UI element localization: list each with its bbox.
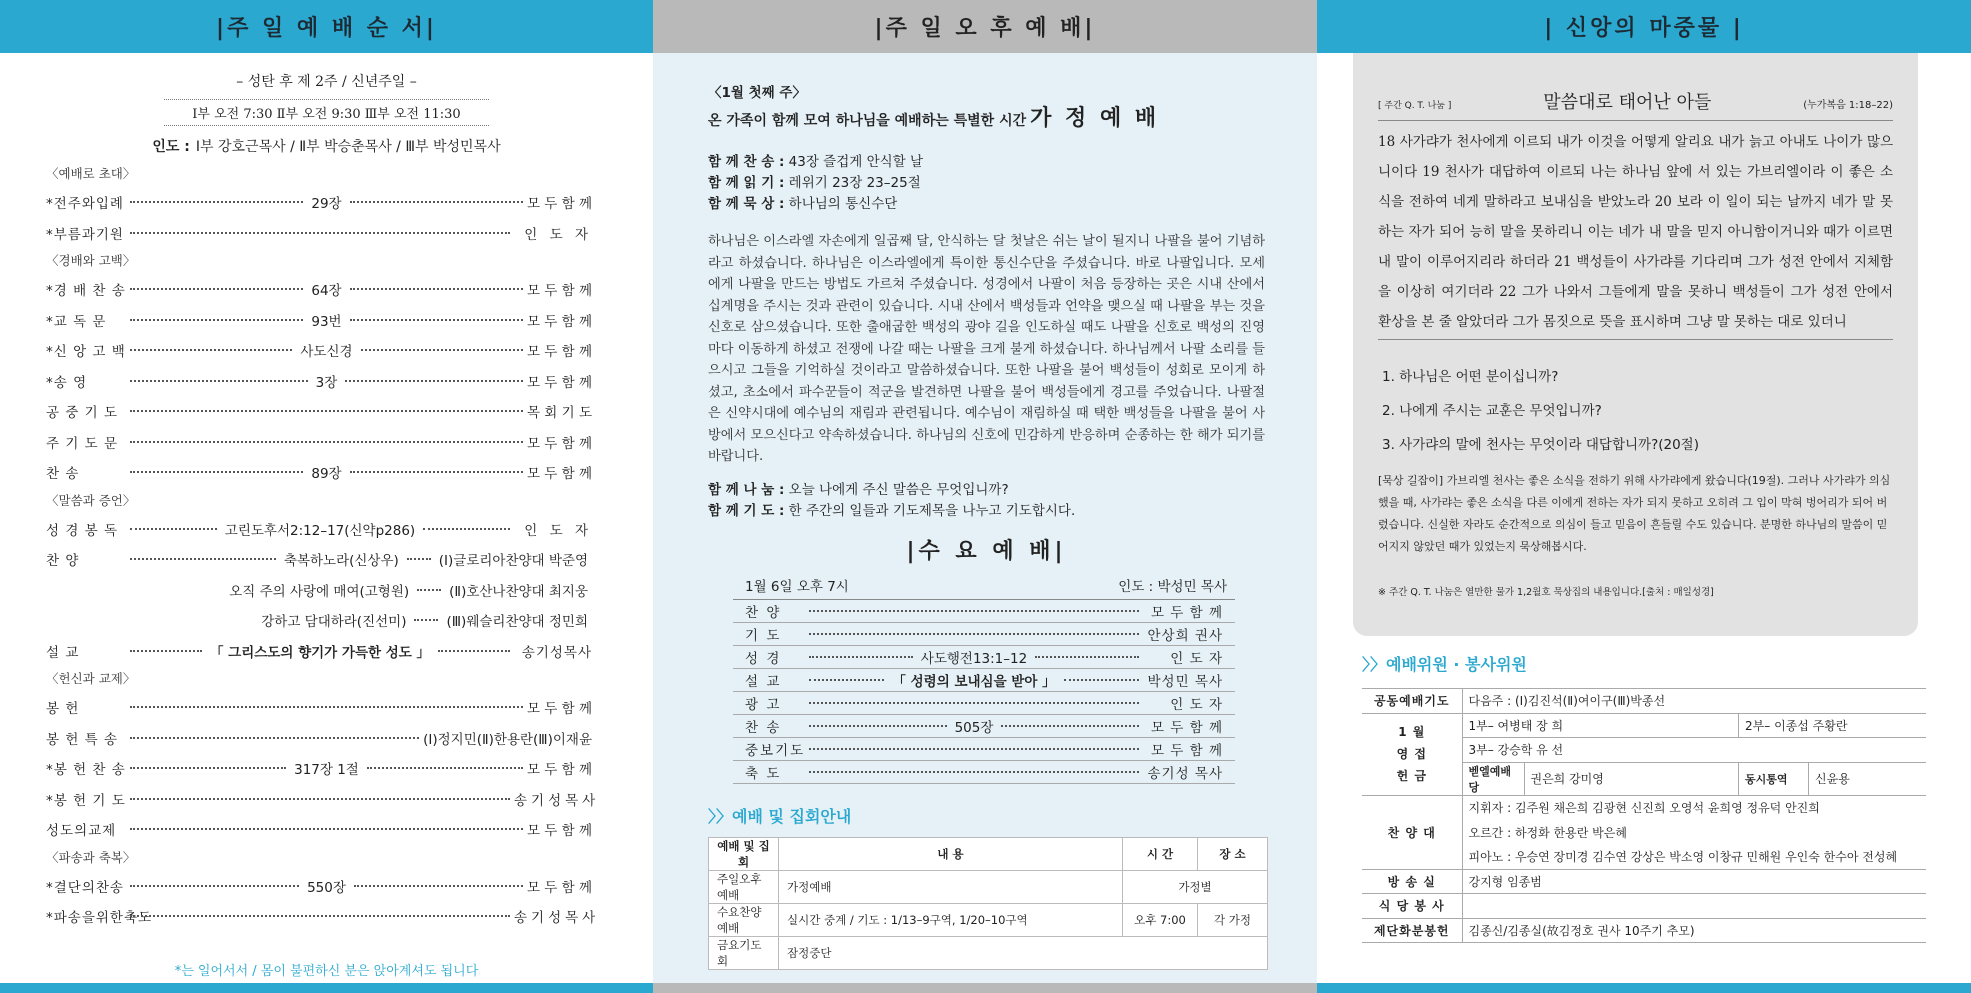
wednesday-row [733,669,1235,692]
praise-song: 오직 주의 사랑에 매여(고형원) [229,583,410,600]
staff-table [1362,688,1926,943]
afternoon-header: |주 일 오 후 예 배| [653,0,1317,53]
dot-leader [130,798,510,800]
dot-leader [130,737,419,739]
dot-leader [130,650,202,652]
order-row [46,514,592,545]
wed-person: 박성민 목사 [1147,673,1224,690]
wed-person: 모 두 함 께 [1150,742,1223,759]
cell: 1부– 여병태 장 희 [1462,713,1739,738]
wed-label: 중보기도 [745,742,806,759]
share-value: 오늘 나에게 주신 말씀은 무엇입니까? [788,481,1009,498]
order-row [46,457,592,488]
qt-source-note: ※ 주간 Q. T. 나눔은 열만한 물가 1,2월호 묵상집의 내용입니다.[출처 : 매일성경] [1378,587,1714,598]
wed-label: 성 경 [745,650,782,667]
cell: 3부– 강승학 유 선 [1462,738,1926,763]
wed-person: 송기성 목사 [1147,765,1223,782]
dot-leader [367,767,523,769]
order-label: 찬 양 [46,553,80,570]
wed-label: 광 고 [745,696,782,713]
faith-header: | 신앙의 마중물 | [1317,0,1971,53]
pray-value: 한 주간의 일들과 기도제목을 나누고 기도합시다. [788,502,1076,519]
dot-leader [407,558,431,560]
wednesday-row [733,761,1235,784]
dot-leader [130,288,303,290]
order-person: 송기성목사 [521,644,593,661]
qt-head [1378,88,1893,121]
table-row [1362,894,1926,919]
order-label: 봉 헌 특 송 [46,731,119,748]
qt-tag: [ 주간 Q. T. 나눔 ] [1378,101,1452,111]
sermon-title: 「 그리스도의 향기가 가득한 성도 」 [209,644,431,661]
order-label: 공 중 기 도 [46,405,119,422]
order-person: 인 도 자 [524,522,592,539]
row-label: 식 당 봉 사 [1362,894,1462,919]
order-person: 인 도 자 [524,226,592,243]
section-title: 〈헌신과 교제〉 [46,671,136,686]
dot-leader [809,633,1139,635]
dot-leader [130,767,286,769]
order-label: *신 앙 고 백 [46,344,126,361]
wed-label: 찬 송 [745,719,782,736]
standing-note: *는 일어서서 / 몸이 불편하신 분은 앉아계셔도 됩니다 [174,964,479,979]
dot-leader [809,702,1139,704]
order-label: 주 기 도 문 [46,435,119,452]
table-row [1362,918,1926,943]
dot-leader [809,656,913,658]
praise-row [0,575,592,606]
dot-leader [423,528,510,530]
dot-leader [809,748,1139,750]
question: 2. 나에게 주시는 교훈은 무엇입니까? [1382,403,1602,419]
order-person: 모 두 함 께 [526,762,592,779]
dot-leader [417,589,441,591]
wednesday-row [733,600,1235,623]
dot-leader [414,619,438,621]
table-row [1362,713,1926,738]
order-detail: 사도신경 [300,344,353,361]
order-row [46,335,592,366]
wednesday-row [733,715,1235,738]
praise-choir: (Ⅰ)글로리아찬양대 박준영 [438,553,588,570]
praise-choir: (Ⅱ)호산나찬양대 최지웅 [449,583,588,600]
order-label: *봉 헌 기 도 [46,792,126,809]
order-person: 송기성목사 [514,792,600,809]
meditation-label: 함 께 묵 상 : [708,196,785,212]
row-label: 제단화분봉헌 [1362,918,1462,943]
order-row [46,274,592,305]
cell: 주일오후예배 [709,870,779,903]
scripture-text: 18 사가랴가 천사에게 이르되 내가 이것을 어떻게 알리요 내가 늙고 아내도 나이가 많으니이다 19 천사가 대답하여 이르되 나는 하나님 앞에 서 있는 가브리엘이라 이 좋은 소식을 전하여 네게 말하라고 보내심을 받았노라 20 보라 이 일이 되는 날까지 네가 말 못하는 자가 되어 능히 말을 못하리니 이는 네가 내 말을 믿지 아니함이거니와 때가 이르면 내 말이 이루어지리라 하더라 21 백성들이 사가랴를 기다리며 그가 성전 안에서 지체함을 이상히 여기더라 22 그가 나와서 그들에게 말을 못하니 백성들이 그가 성전 안에서 환상을 본 줄 알았더라 그가 몸짓으로 뜻을 표시하며 그냥 말 못하는 대로 있더니 [1378,127,1893,340]
dot-leader [130,885,299,887]
order-person: 모 두 함 께 [526,823,592,840]
family-title: 가 정 예 배 [1030,106,1160,131]
qt-box [1353,53,1918,636]
cell: 가정별 [1123,870,1268,903]
question: 3. 사가랴의 말에 천사는 무엇이라 대답합니까?(20절) [1382,437,1699,453]
cell: 오르간 : 하정화 한용란 박은혜 [1468,825,1627,840]
dot-leader [130,349,292,351]
row-label: 1 월 영 접 헌 금 [1362,713,1462,795]
cell: 김종신/김종실(故김정호 권사 10주기 추모) [1462,918,1926,943]
cell: 수요찬양예배 [709,903,779,936]
wed-label: 찬 양 [745,604,782,621]
dot-leader [130,380,308,382]
order-person: 목 회 기 도 [526,405,592,422]
wed-person: 모 두 함 께 [1150,604,1223,621]
col-header: 장 소 [1198,837,1268,870]
order-of-worship-panel [0,0,653,993]
order-row [46,305,592,336]
dot-leader [354,885,523,887]
dot-leader [809,679,884,681]
wednesday-head [733,575,1235,600]
dot-leader [361,349,523,351]
meditation-value: 하나님의 통신수단 [788,196,898,212]
week-label: 〈1월 첫째 주〉 [708,85,806,101]
order-row [46,218,592,249]
wed-label: 축 도 [745,765,782,782]
dot-leader [350,319,523,321]
dot-leader [809,771,1139,773]
qt-reference: (누가복음 1:18–22) [1803,100,1893,111]
order-row [46,871,592,902]
order-label: *결단의찬송 [46,879,124,896]
wednesday-row [733,623,1235,646]
staff-heading: 〉〉예배위원 · 봉사위원 [1362,655,1527,674]
dot-leader [130,915,510,917]
order-label: 봉 헌 [46,701,80,718]
cell: 2부– 이종섭 주황란 [1739,713,1926,738]
order-person: 모 두 함 께 [526,196,592,213]
reading-value: 레위기 23장 23–25절 [788,175,921,191]
order-row [46,187,592,218]
col-header: 예배 및 집회 [709,837,779,870]
cell: 동시통역 [1739,762,1809,795]
order-row [46,814,592,845]
praise-song: 축복하노라(신상우) [283,553,399,570]
order-row [46,427,592,458]
meetings-heading: 〉〉예배 및 집회안내 [708,806,852,826]
order-header: |주 일 예 배 순 서| [0,0,653,53]
wed-person: 인 도 자 [1170,650,1224,667]
order-detail: 89장 [311,466,342,483]
dot-leader [438,650,510,652]
cell: 권은희 강미영 [1524,762,1739,795]
order-label: 성 경 봉 독 [46,522,119,539]
wednesday-row [733,738,1235,761]
wed-person: 인 도 자 [1170,696,1223,713]
question: 1. 하나님은 어떤 분이십니까? [1382,369,1559,385]
col-header: 시 간 [1123,837,1198,870]
wednesday-date: 1월 6일 오후 7시 [745,578,849,595]
order-detail: 29장 [311,196,342,213]
reading-label: 함 께 읽 기 : [708,175,785,191]
order-label: *경 배 찬 송 [46,283,126,300]
order-person: 송기성목사 [514,910,600,927]
dot-leader [130,201,303,203]
cell: 오후 7:00 [1123,903,1198,936]
dot-leader [130,828,523,830]
order-row [46,784,600,815]
dot-leader [1064,679,1139,681]
section-title: 〈파송과 축복〉 [46,849,136,865]
cell: 각 가정 [1198,903,1268,936]
dot-leader [350,201,523,203]
order-person: 모 두 함 께 [526,879,593,896]
order-person: 모 두 함 께 [526,701,592,718]
qt-title: 말씀대로 태어난 아들 [1543,92,1712,113]
order-person: 모 두 함 께 [526,466,592,483]
order-label: *전주와입례 [46,196,124,213]
cell: 강지형 임종범 [1462,869,1926,894]
wednesday-list [733,600,1235,784]
dot-leader [345,380,523,382]
order-label: *부름과기원 [46,226,124,243]
dot-leader [350,288,523,290]
bottom-bar [1317,983,1971,993]
dot-leader [350,471,523,473]
family-prefix: 온 가족이 함께 모여 하나님을 예배하는 특별한 시간 [708,113,1027,129]
dot-leader [1035,656,1139,658]
faith-panel [1317,0,1971,993]
wed-detail: 505장 [954,719,994,736]
order-list [0,161,653,932]
order-row [46,753,592,784]
table-row [1362,795,1926,820]
praise-row [46,544,592,575]
order-detail: 93번 [311,313,342,330]
wed-detail: 「 성령의 보내심을 받아 」 [892,673,1056,690]
praise-choir: (Ⅲ)웨슬리찬양대 정민희 [446,614,588,631]
wednesday-order [733,575,1235,784]
family-items-2 [708,480,1265,522]
meetings-table [708,837,1268,970]
order-row [46,901,600,932]
order-label: *송 영 [46,374,88,391]
dot-leader [1001,725,1139,727]
table-row [709,870,1268,903]
dot-leader [130,471,303,473]
dot-leader [130,528,217,530]
order-label: *파송을위한축도 [46,910,153,927]
cell: 피아노 : 우승연 장미경 김수연 강상은 박소영 이창규 민해원 우인숙 한수아 전성혜 [1462,844,1926,869]
hymn-label: 함 께 찬 송 : [708,154,785,170]
wed-label: 기 도 [745,627,782,644]
order-person: 모 두 함 께 [526,313,592,330]
table-header-row [709,837,1268,870]
leader-names: Ⅰ부 강호근목사 / Ⅱ부 박승춘목사 / Ⅲ부 박성민목사 [195,139,501,155]
cell: 실시간 중계 / 기도 : 1/13–9구역, 1/20–10구역 [779,903,1123,936]
order-detail: 317장 1절 [294,762,359,779]
leader-label: 인도 : [152,139,190,155]
order-person: 모 두 함 께 [526,435,592,452]
cell: 벧엘예배당 [1462,762,1524,795]
wednesday-title: |수 요 예 배| [906,538,1067,564]
dot-leader [130,232,510,234]
family-worship-title [708,101,1265,132]
order-detail: 550장 [307,879,346,896]
row-label: 방 송 실 [1362,869,1462,894]
table-row [709,936,1268,969]
order-person: 모 두 함 께 [526,374,592,391]
family-items [708,152,1265,215]
cell: 신윤용 [1809,762,1926,795]
order-row [46,723,592,754]
meditation-guide: [묵상 길잡이] 가브리엘 천사는 좋은 소식을 전하기 위해 사가랴에게 왔습니다(19절). 그러나 사가랴가 의심했을 때, 사가랴는 좋은 소식을 다른 이에게 전하는 자가 되지 못하고 오히려 그 입이 막혀 벙어리가 되어 버렸습니다. 신실한 자라도 순간적으로 의심이 들고 믿음이 흔들릴 수도 있습니다. 분명한 하나님의 말씀이 믿어지지 않았던 때가 있었는지 묵상해봅시다. [1378,474,1891,553]
wed-detail: 사도행전13:1–12 [920,650,1028,667]
row-label: 공동예배기도 [1362,689,1462,714]
pray-label: 함 께 기 도 : [708,502,785,519]
cell: 가정예배 [779,870,1123,903]
order-row [46,692,592,723]
table-row [1362,689,1926,714]
cell: 지휘자 : 김주원 채은희 김광현 신진희 오영석 윤희영 정유덕 안진희 [1462,795,1926,820]
dot-leader [130,319,303,321]
dot-leader [130,706,523,708]
order-person: 모 두 함 께 [526,283,592,300]
row-label: 찬 양 대 [1362,795,1462,869]
dot-leader [130,558,276,560]
praise-song: 강하고 담대하라(진선미) [261,614,407,631]
order-detail: 64장 [311,283,342,300]
cell: 금요기도회 [709,936,779,969]
service-times: Ⅰ부 오전 7:30 Ⅱ부 오전 9:30 Ⅲ부 오전 11:30 [164,99,489,126]
section-title: 〈말씀과 증언〉 [46,492,136,508]
col-header: 내 용 [779,837,1123,870]
wednesday-row [733,692,1235,715]
dot-leader [130,441,523,443]
dot-leader [809,725,947,727]
afternoon-worship-panel [653,0,1317,993]
order-label: *봉 헌 찬 송 [46,762,126,779]
order-label: 찬 송 [46,466,80,483]
wednesday-leader: 인도 : 박성민 목사 [1118,578,1227,595]
dot-leader [130,410,523,412]
order-detail: 고린도후서2:12–17(신약p286) [224,522,416,539]
hymn-value: 43장 즐겁게 안식할 날 [788,154,924,170]
cell: 다음주 : (Ⅰ)김진석(Ⅱ)여이구(Ⅲ)박종선 [1462,689,1926,714]
order-row [46,366,592,397]
wed-person: 모 두 함 께 [1150,719,1223,736]
cell: 잠정중단 [779,936,1268,969]
bottom-bar [0,983,653,993]
sermon-row [46,636,592,667]
order-row [46,396,592,427]
praise-row [0,605,592,636]
table-row [1362,869,1926,894]
family-paragraph: 하나님은 이스라엘 자손에게 일곱째 달, 안식하는 달 첫날은 쉬는 날이 될지니 나팔을 불어 기념하라고 하셨습니다. 하나님은 이스라엘에게 특이한 통신수단을 주셨습니다. 바로 나팔입니다. 모세에게 나팔을 만드는 방법도 가르쳐 주셨습니다. 성경에서 나팔이 처음 등장하는 곳은 시내 산에서 십계명을 주시는 것과 관련이 있습니다. 시내 산에서 백성들과 언약을 맺으실 때 나팔을 부는 것을 신호로 삼으셨습니다. 또한 출애굽한 백성의 광야 길을 인도하실 때도 나팔을 신호로 백성의 진영마다 이동하게 하셨고 전쟁에 나갈 때는 나팔을 크게 불게 하셨습니다. 하나님께서 나팔 소리를 들으시고 그들을 기억하실 것이라고 말씀하셨습니다. 또한 나팔을 불어 백성들이 성회로 모이게 하셨고, 초소에서 파수꾼들이 적군을 발견하면 나팔을 불어 백성들에게 경고를 주었습니다. 나팔절은 신약시대에 예수님의 재림과 관련됩니다. 예수님이 재림하실 때 택한 백성들을 나팔을 불어 사방에서 모으신다고 약속하셨습니다. 하나님의 신호에 민감하게 반응하며 순종하는 한 해가 되기를 바랍니다. [708,234,1265,464]
order-subtitle: – 성탄 후 제 2주 / 신년주일 – [236,74,417,90]
section-title: 〈예배로 초대〉 [46,166,136,181]
order-person: 모 두 함 께 [526,344,592,361]
order-label: *교 독 문 [46,313,107,330]
wed-label: 설 교 [745,673,782,690]
order-label: 설 교 [46,644,80,661]
cell [1462,894,1926,919]
order-detail: 3장 [315,374,338,391]
share-label: 함 께 나 눔 : [708,481,785,498]
bottom-bar [653,983,1317,993]
dot-leader [809,610,1139,612]
leaders [0,136,653,156]
questions [1378,360,1893,462]
order-person: (Ⅰ)정지민(Ⅱ)한용란(Ⅲ)이재윤 [423,731,592,748]
order-label: 성도의교제 [46,823,117,840]
table-row [709,903,1268,936]
section-title: 〈경배와 고백〉 [46,253,136,268]
wednesday-row [733,646,1235,669]
wed-person: 안상희 권사 [1147,627,1223,644]
